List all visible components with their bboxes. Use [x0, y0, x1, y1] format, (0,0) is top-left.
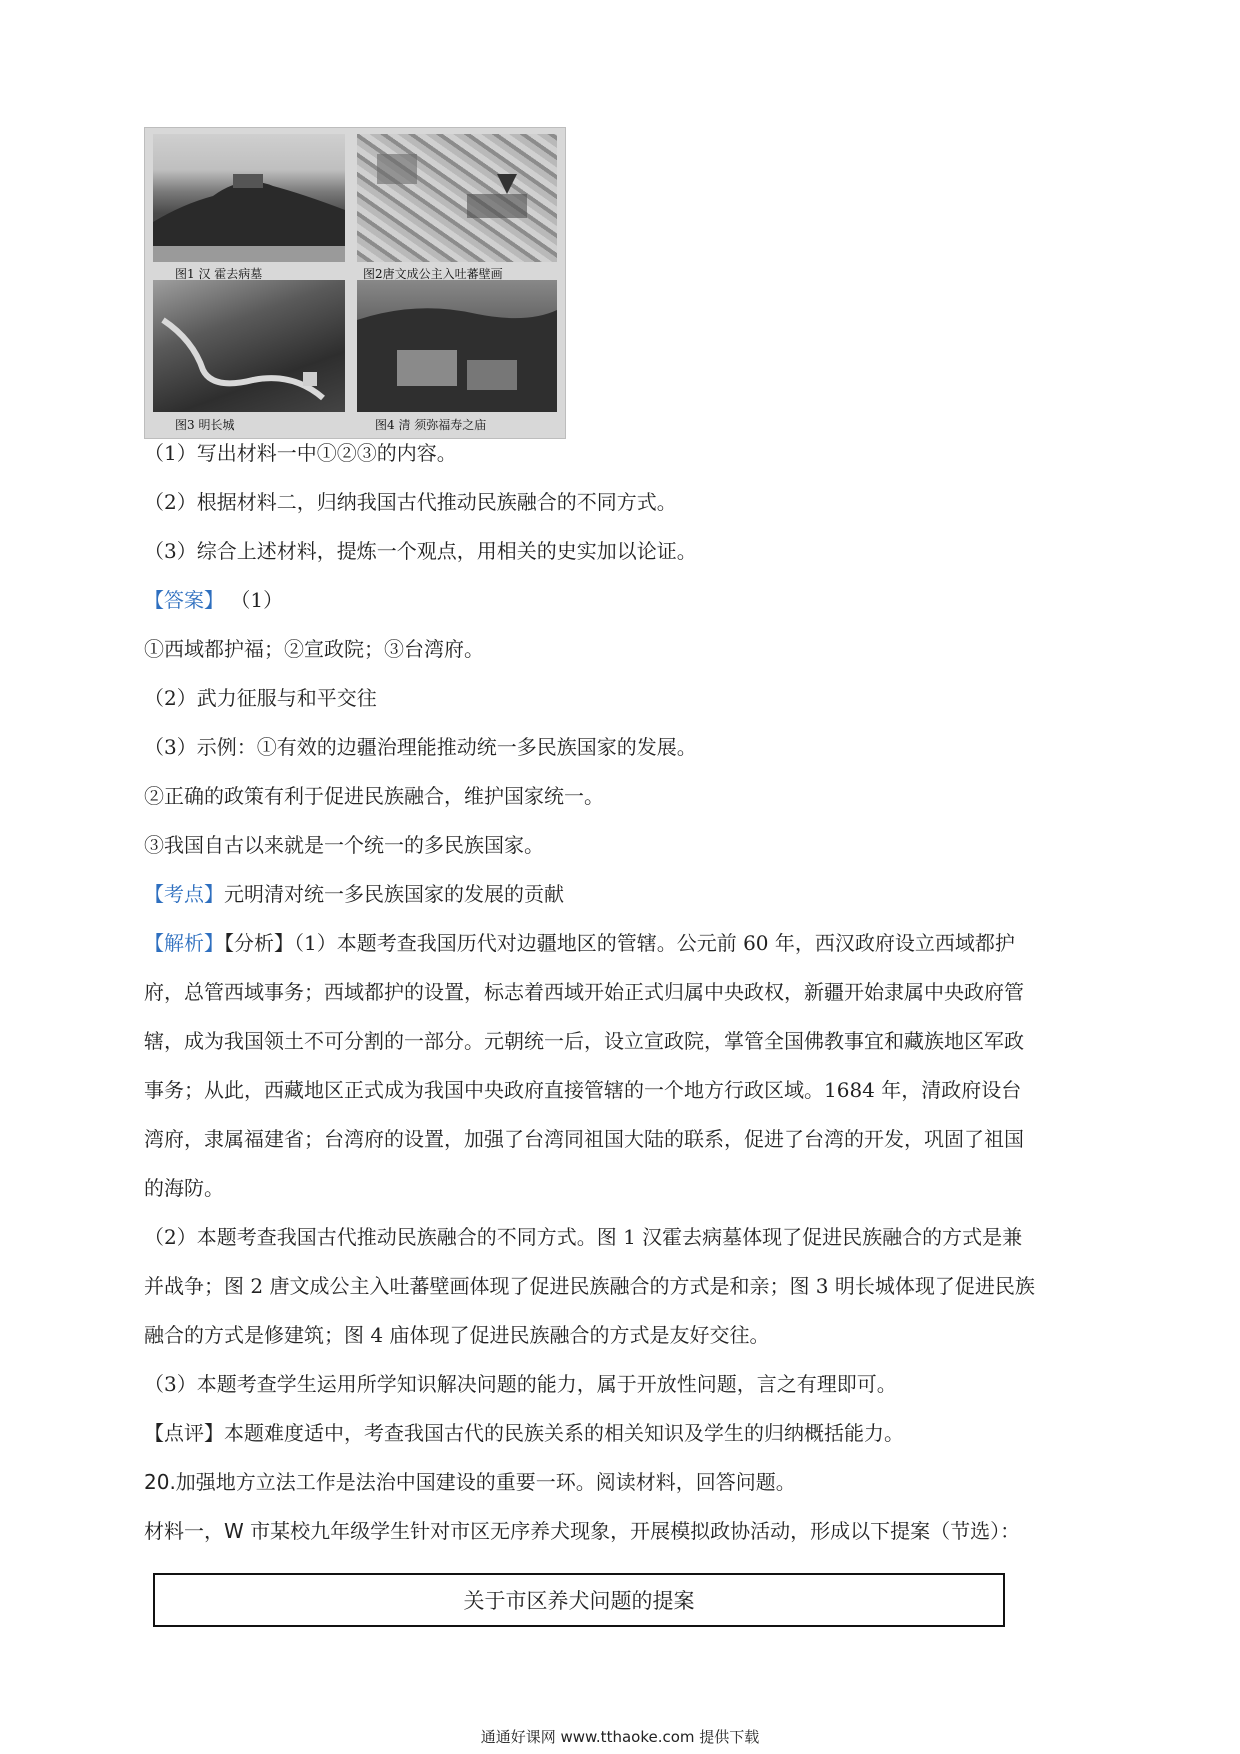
question-3: （3）综合上述材料，提炼一个观点，用相关的史实加以论证。 — [144, 539, 697, 563]
analysis-tag: 【解析】 — [144, 931, 224, 955]
caption-fig1: 图1 汉 霍去病墓 — [175, 267, 263, 281]
caption-fig4: 图4 清 须弥福寿之庙 — [375, 418, 487, 432]
question-20-title: 20.加强地方立法工作是法治中国建设的重要一环。阅读材料，回答问题。 — [144, 1470, 796, 1494]
analysis-text: 【分析】（1）本题考查我国历代对边疆地区的管辖。公元前 60 年，西汉政府设立西域都护 — [224, 931, 1015, 955]
proposal-title-box — [153, 1573, 1005, 1627]
question-2: （2）根据材料二，归纳我国古代推动民族融合的不同方式。 — [144, 490, 677, 514]
analysis-line: 事务；从此，西藏地区正式成为我国中央政府直接管辖的一个地方行政区域。1684 年，清政府设台 — [144, 1078, 1022, 1102]
question-1: （1）写出材料一中①②③的内容。 — [144, 441, 457, 465]
answer-line: ①西域都护福；②宣政院；③台湾府。 — [144, 637, 484, 661]
answer-line: （3）示例：①有效的边疆治理能推动统一多民族国家的发展。 — [144, 735, 697, 759]
photo-huo-qubing-tomb — [153, 134, 345, 262]
proposal-title: 关于市区养犬问题的提案 — [463, 1589, 695, 1613]
analysis-line — [144, 928, 1015, 958]
analysis-line: 并战争；图 2 唐文成公主入吐蕃壁画体现了促进民族融合的方式是和亲；图 3 明长城体现了促进民族 — [144, 1274, 1035, 1298]
comment-line: 【点评】本题难度适中，考查我国古代的民族关系的相关知识及学生的归纳概括能力。 — [144, 1421, 904, 1445]
answer-line: ③我国自古以来就是一个统一的多民族国家。 — [144, 833, 544, 857]
photo-xumi-fushou-temple — [357, 280, 557, 412]
analysis-line: 的海防。 — [144, 1176, 224, 1200]
caption-fig3: 图3 明长城 — [175, 418, 235, 432]
kaodian-tag: 【考点】 — [144, 882, 224, 906]
analysis-line: 融合的方式是修建筑；图 4 庙体现了促进民族融合的方式是友好交往。 — [144, 1323, 770, 1347]
answer-heading — [144, 585, 283, 615]
page-footer: 通通好课网 www.tthaoke.com 提供下载 — [480, 1728, 760, 1746]
photo-princess-wencheng-mural — [357, 134, 557, 262]
answer-head: （1） — [230, 588, 284, 612]
analysis-line: 湾府，隶属福建省；台湾府的设置，加强了台湾同祖国大陆的联系，促进了台湾的开发，巩固了祖国 — [144, 1127, 1024, 1151]
caption-fig2: 图2唐文成公主入吐蕃壁画 — [363, 267, 503, 281]
analysis-line: 辖，成为我国领土不可分割的一部分。元朝统一后，设立宣政院，掌管全国佛教事宜和藏族地区军政 — [144, 1029, 1024, 1053]
analysis-line: 府，总管西域事务；西域都护的设置，标志着西域开始正式归属中央政权，新疆开始隶属中央政府管 — [144, 980, 1024, 1004]
kaodian-text: 元明清对统一多民族国家的发展的贡献 — [224, 882, 564, 906]
answer-line: （2）武力征服与和平交往 — [144, 686, 377, 710]
material-one: 材料一，W 市某校九年级学生针对市区无序养犬现象，开展模拟政协活动，形成以下提案（节选）： — [144, 1519, 1021, 1543]
photo-ming-great-wall — [153, 280, 345, 412]
analysis-line: （3）本题考查学生运用所学知识解决问题的能力，属于开放性问题，言之有理即可。 — [144, 1372, 897, 1396]
kaodian-line — [144, 879, 564, 909]
analysis-line: （2）本题考查我国古代推动民族融合的不同方式。图 1 汉霍去病墓体现了促进民族融合的方式是兼 — [144, 1225, 1023, 1249]
answer-tag: 【答案】 — [144, 588, 224, 612]
answer-line: ②正确的政策有利于促进民族融合，维护国家统一。 — [144, 784, 604, 808]
history-photo-figure — [144, 127, 566, 439]
